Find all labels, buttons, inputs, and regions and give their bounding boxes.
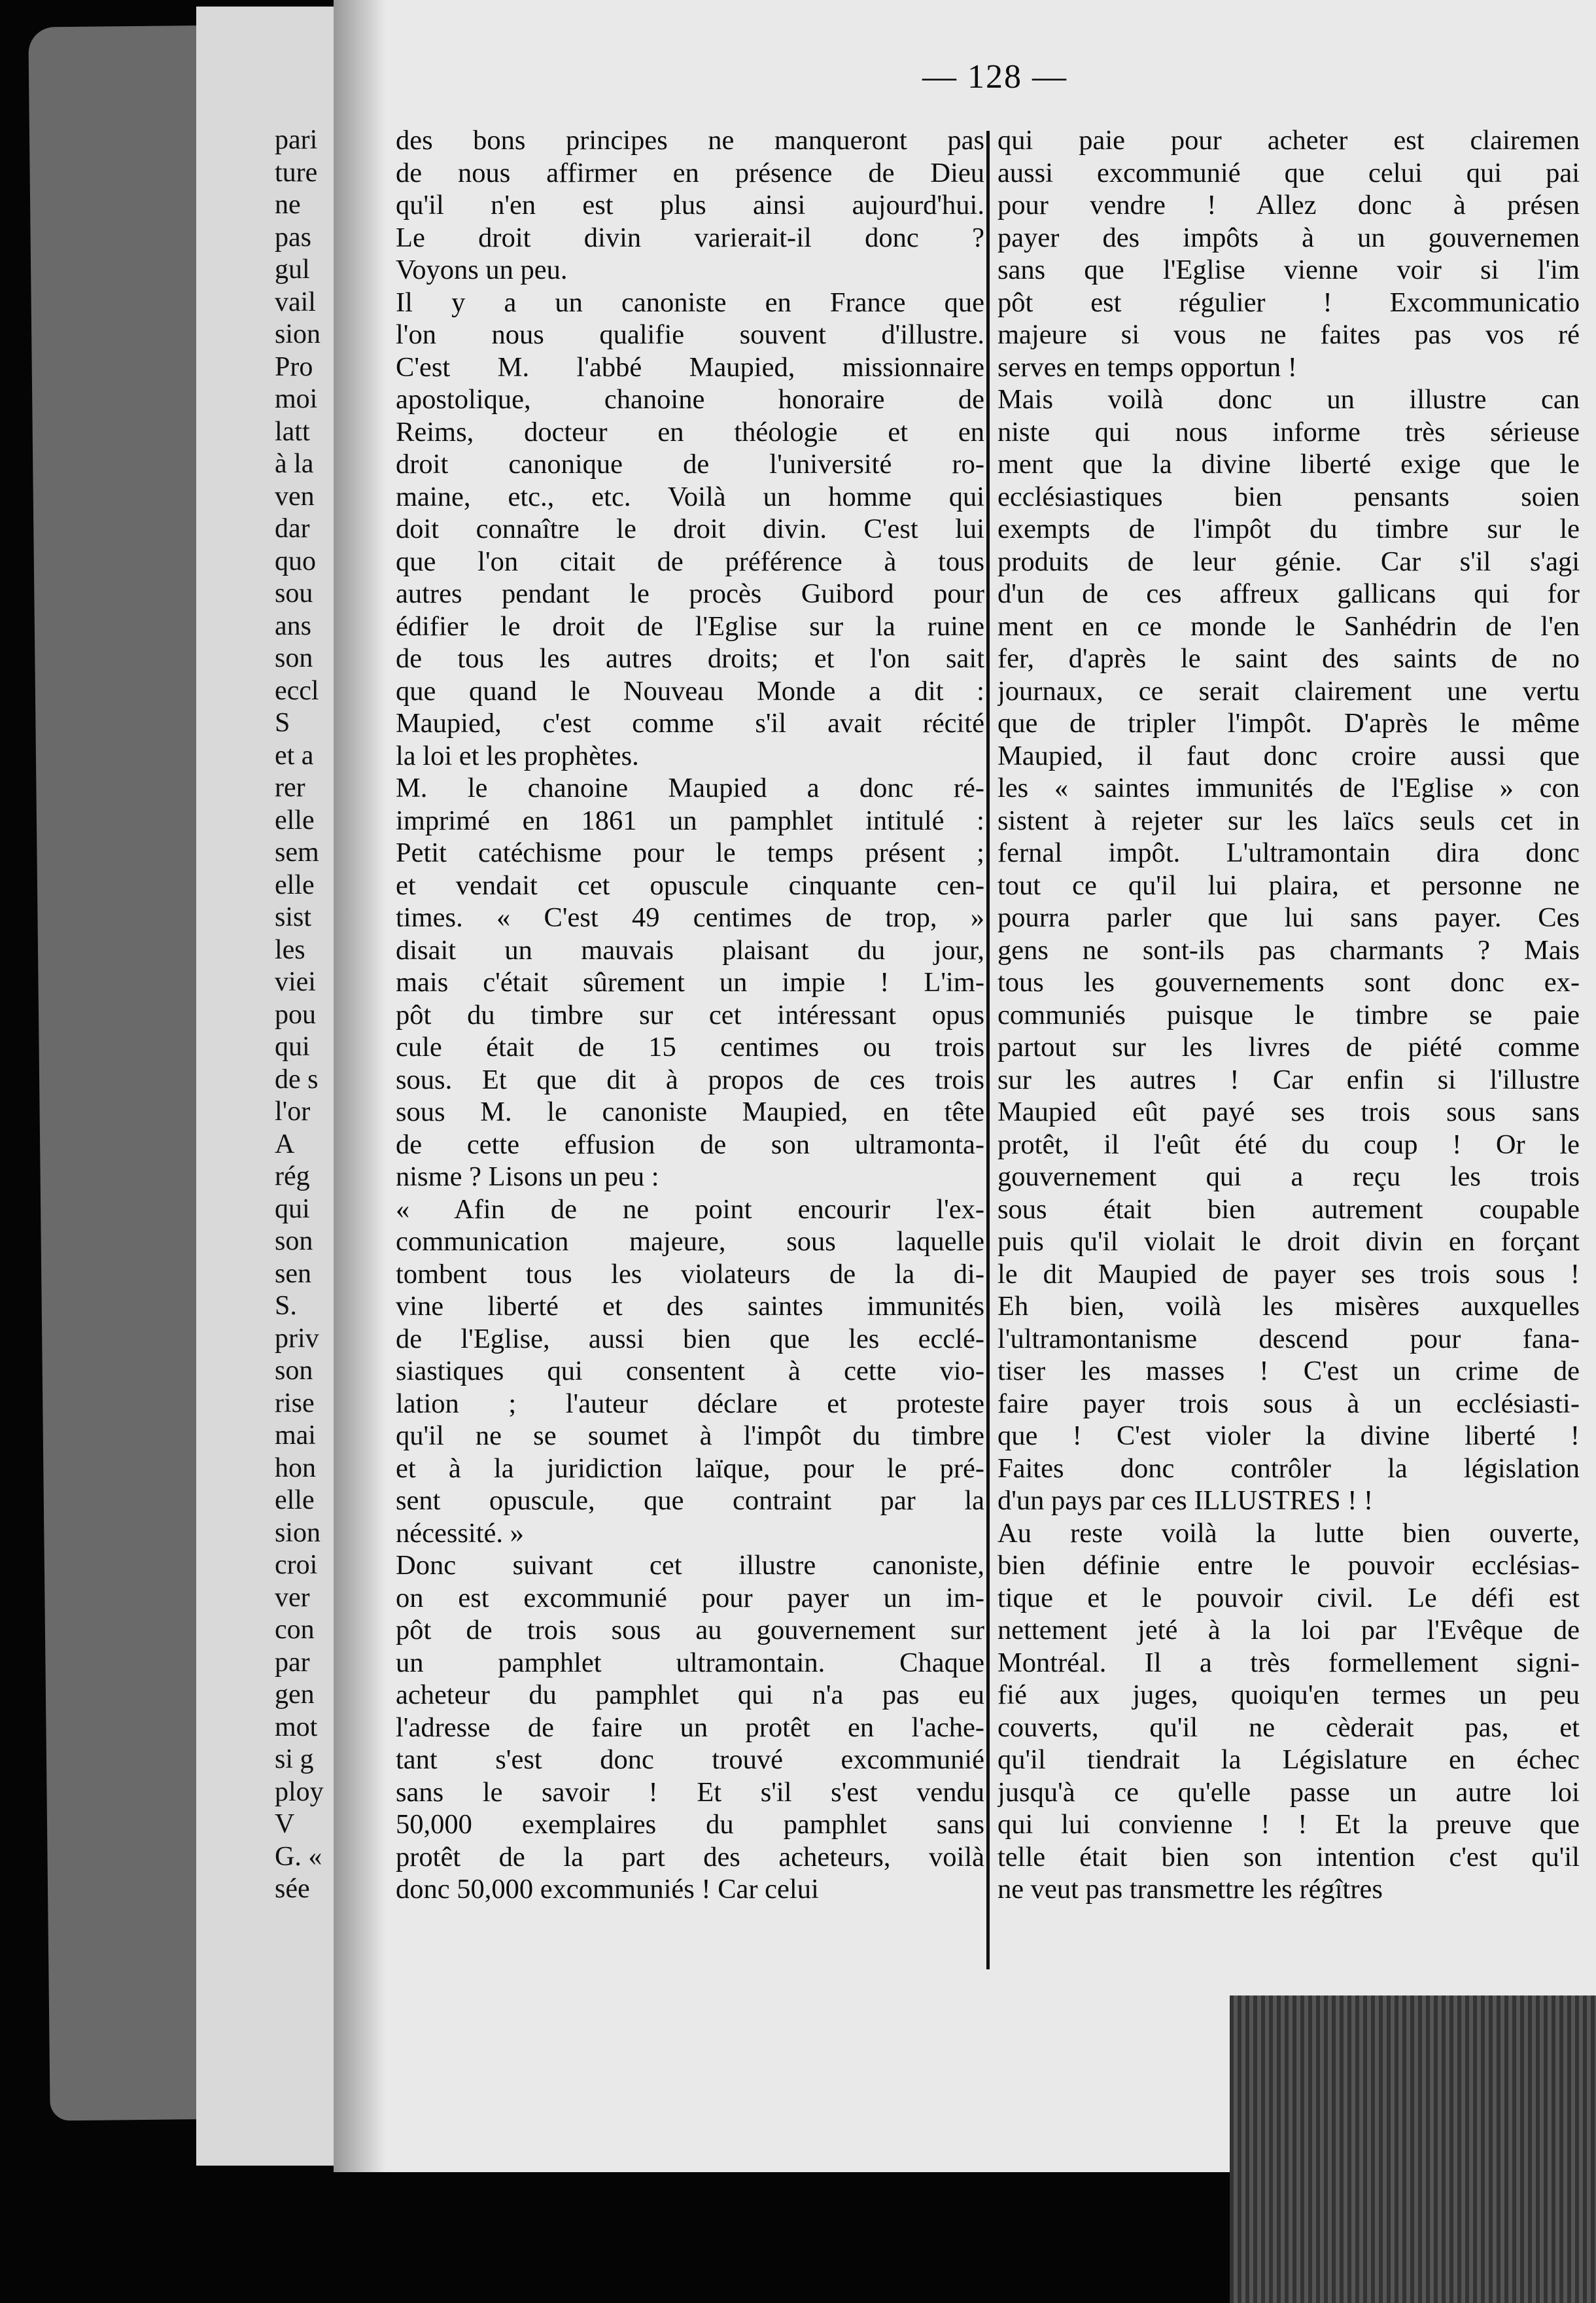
page-number: — 128 — xyxy=(922,58,1067,96)
text-line: partout sur les livres de piété comme xyxy=(998,1032,1580,1063)
column-divider xyxy=(986,131,990,1969)
text-line: communication majeure, sous laquelle xyxy=(396,1226,984,1257)
text-line: de l'Eglise, aussi bien que les ecclé- xyxy=(396,1323,984,1354)
text-line: autres pendant le procès Guibord pour xyxy=(396,578,984,609)
text-line: aussi excommunié que celui qui pai xyxy=(998,157,1580,188)
text-line: lation ; l'auteur déclare et proteste xyxy=(396,1388,984,1419)
text-line: serves en temps opportun ! xyxy=(998,351,1297,383)
right-text-column xyxy=(998,124,1580,1906)
previous-page-fragment: sion xyxy=(275,319,321,349)
previous-page-fragment: son xyxy=(275,1226,313,1256)
previous-page-fragment: latt xyxy=(275,416,310,447)
previous-page-fragment: Pro xyxy=(275,351,313,382)
text-line: tiser les masses ! C'est un crime de xyxy=(998,1356,1580,1386)
text-line: « Afin de ne point encourir l'ex- xyxy=(396,1193,984,1225)
left-text-column xyxy=(396,124,984,1906)
previous-page-fragment: A xyxy=(275,1129,295,1159)
text-line: Au reste voilà la lutte bien ouverte, xyxy=(998,1517,1580,1549)
text-line: d'un de ces affreux gallicans qui for xyxy=(998,578,1580,609)
text-line: jusqu'à ce qu'elle passe un autre loi xyxy=(998,1776,1580,1808)
text-line: Mais voilà donc un illustre can xyxy=(998,384,1580,415)
previous-page-fragment: elle xyxy=(275,805,315,835)
previous-page-fragment: et a xyxy=(275,740,314,771)
text-line: bien définie entre le pouvoir ecclésias- xyxy=(998,1550,1580,1581)
text-line: telle était bien son intention c'est qu'il xyxy=(998,1841,1580,1872)
fabric-backdrop xyxy=(1230,1995,1596,2303)
previous-page-fragment: ne xyxy=(275,190,301,220)
previous-page-fragment: rise xyxy=(275,1388,315,1418)
previous-page-fragment: ploy xyxy=(275,1776,324,1807)
text-line: protêt, il l'eût été du coup ! Or le xyxy=(998,1129,1580,1160)
previous-page-fragment: son xyxy=(275,1356,313,1386)
text-line: Maupied eût payé ses trois sous sans xyxy=(998,1097,1580,1127)
text-line: donc 50,000 excommuniés ! Car celui xyxy=(396,1874,819,1905)
text-line: Petit catéchisme pour le temps présent ; xyxy=(396,837,984,868)
text-line: Il y a un canoniste en France que xyxy=(396,287,984,318)
text-line: la loi et les prophètes. xyxy=(396,740,639,771)
previous-page-fragment: G. « xyxy=(275,1841,322,1872)
text-line: sous était bien autrement coupable xyxy=(998,1193,1580,1225)
text-line: Maupied, c'est comme s'il avait récité xyxy=(396,708,984,739)
text-line: de cette effusion de son ultramonta- xyxy=(396,1129,984,1160)
text-line: que l'on citait de préférence à tous xyxy=(396,546,984,577)
previous-page-fragment: pou xyxy=(275,999,316,1030)
text-line: pôt est régulier ! Excommunicatio xyxy=(998,287,1580,318)
text-line: imprimé en 1861 un pamphlet intitulé : xyxy=(396,805,984,836)
text-line: on est excommunié pour payer un im- xyxy=(396,1582,984,1613)
text-line: fié aux juges, quoiqu'en termes un peu xyxy=(998,1679,1580,1710)
previous-page-fragment: gul xyxy=(275,255,310,285)
text-line: faire payer trois sous à un ecclésiasti- xyxy=(998,1388,1580,1419)
text-line: Montréal. Il a très formellement signi- xyxy=(998,1647,1580,1678)
text-line: Donc suivant cet illustre canoniste, xyxy=(396,1550,984,1581)
text-line: sans le savoir ! Et s'il s'est vendu xyxy=(396,1776,984,1808)
text-line: qu'il tiendrait la Législature en échec xyxy=(998,1744,1580,1775)
text-line: sistent à rejeter sur les laïcs seuls cet in xyxy=(998,805,1580,836)
previous-page-fragment: pari xyxy=(275,125,318,155)
text-line: cule était de 15 centimes ou trois xyxy=(396,1032,984,1063)
previous-page-fragment: priv xyxy=(275,1323,319,1354)
text-line: tombent tous les violateurs de la di- xyxy=(396,1258,984,1290)
text-line: tant s'est donc trouvé excommunié xyxy=(396,1744,984,1775)
text-line: vine liberté et des saintes immunités xyxy=(396,1291,984,1322)
previous-page-fragment: les xyxy=(275,934,305,965)
text-line: Le droit divin varierait-il donc ? xyxy=(396,222,984,253)
previous-page-fragment: son xyxy=(275,643,313,673)
text-line: qu'il ne se soumet à l'impôt du timbre xyxy=(396,1420,984,1451)
text-line: Eh bien, voilà les misères auxquelles xyxy=(998,1291,1580,1322)
text-line: que quand le Nouveau Monde a dit : xyxy=(396,675,984,707)
previous-page-fragment: qui xyxy=(275,1032,310,1062)
previous-page-fragment: sion xyxy=(275,1517,321,1548)
previous-page-fragment: sen xyxy=(275,1258,311,1289)
text-line: tout ce qu'il lui plaira, et personne ne xyxy=(998,870,1580,901)
text-line: sous. Et que dit à propos de ces trois xyxy=(396,1064,984,1095)
text-line: pourra parler que lui sans payer. Ces xyxy=(998,902,1580,933)
text-line: ment que la divine liberté exige que le xyxy=(998,449,1580,480)
previous-page-fragment: sou xyxy=(275,578,313,608)
previous-page-fragment: hon xyxy=(275,1452,316,1483)
text-line: droit canonique de l'université ro- xyxy=(396,449,984,480)
text-line: qu'il n'en est plus ainsi aujourd'hui. xyxy=(396,190,984,220)
previous-page-fragment: elle xyxy=(275,1485,315,1515)
previous-page-fragment: sist xyxy=(275,902,312,932)
text-line: majeure si vous ne faites pas vos ré xyxy=(998,319,1580,350)
text-line: journaux, ce serait clairement une vertu xyxy=(998,675,1580,707)
text-line: et à la juridiction laïque, pour le pré- xyxy=(396,1452,984,1484)
text-line: puis qu'il violait le droit divin en forçant xyxy=(998,1226,1580,1257)
text-line: acheteur du pamphlet qui n'a pas eu xyxy=(396,1679,984,1710)
text-line: ecclésiastiques bien pensants soien xyxy=(998,481,1580,512)
text-line: fer, d'après le saint des saints de no xyxy=(998,643,1580,674)
text-line: apostolique, chanoine honoraire de xyxy=(396,384,984,415)
text-line: nisme ? Lisons un peu : xyxy=(396,1161,659,1192)
previous-page-fragment: con xyxy=(275,1615,315,1645)
text-line: pôt du timbre sur cet intéressant opus xyxy=(396,999,984,1030)
text-line: pour vendre ! Allez donc à présen xyxy=(998,190,1580,220)
text-line: un pamphlet ultramontain. Chaque xyxy=(396,1647,984,1678)
previous-page-fragment: viei xyxy=(275,967,316,997)
text-line: communiés puisque le timbre se paie xyxy=(998,999,1580,1030)
previous-page-fragment: ver xyxy=(275,1582,310,1613)
previous-page-fragment: S. xyxy=(275,1291,297,1321)
text-line: Voyons un peu. xyxy=(396,255,568,285)
text-line: l'adresse de faire un protêt en l'ache- xyxy=(396,1712,984,1743)
previous-page-fragment: sée xyxy=(275,1874,310,1904)
previous-page-fragment: rer xyxy=(275,773,305,803)
previous-page-fragment: l'or xyxy=(275,1097,311,1127)
text-line: et vendait cet opuscule cinquante cen- xyxy=(396,870,984,901)
previous-page-fragment: pas xyxy=(275,222,311,253)
text-line: Maupied, il faut donc croire aussi que xyxy=(998,740,1580,771)
previous-page-fragment: moi xyxy=(275,384,318,414)
text-line: les « saintes immunités de l'Eglise » con xyxy=(998,773,1580,803)
text-line: sans que l'Eglise vienne voir si l'im xyxy=(998,255,1580,285)
text-line: produits de leur génie. Car s'il s'agi xyxy=(998,546,1580,577)
text-line: fernal impôt. L'ultramontain dira donc xyxy=(998,837,1580,868)
text-line: le dit Maupied de payer ses trois sous ! xyxy=(998,1258,1580,1290)
text-line: ne veut pas transmettre les régîtres xyxy=(998,1874,1383,1905)
previous-page-fragment: V xyxy=(275,1809,295,1839)
previous-page-fragment: par xyxy=(275,1647,310,1678)
text-line: de tous les autres droits; et l'on sait xyxy=(396,643,984,674)
previous-page-fragment: croi xyxy=(275,1550,318,1580)
text-line: sent opuscule, que contraint par la xyxy=(396,1485,984,1516)
text-line: des bons principes ne manqueront pas xyxy=(396,125,984,156)
text-line: ment en ce monde le Sanhédrin de l'en xyxy=(998,610,1580,642)
text-line: Faites donc contrôler la législation xyxy=(998,1452,1580,1484)
text-line: sous M. le canoniste Maupied, en tête xyxy=(396,1097,984,1127)
previous-page-fragment: qui xyxy=(275,1193,310,1224)
text-line: pôt de trois sous au gouvernement sur xyxy=(396,1615,984,1645)
text-line: sur les autres ! Car enfin si l'illustre xyxy=(998,1064,1580,1095)
text-line: times. « C'est 49 centimes de trop, » xyxy=(396,902,984,933)
text-line: gens ne sont-ils pas charmants ? Mais xyxy=(998,934,1580,966)
previous-page-fragment: elle xyxy=(275,870,315,900)
previous-page-fragment: ture xyxy=(275,157,318,188)
text-line: tique et le pouvoir civil. Le défi est xyxy=(998,1582,1580,1613)
text-line: disait un mauvais plaisant du jour, xyxy=(396,934,984,966)
previous-page-fragment: rég xyxy=(275,1161,310,1191)
previous-page-fragment: sem xyxy=(275,837,319,868)
previous-page-fragment: vail xyxy=(275,287,316,317)
text-line: maine, etc., etc. Voilà un homme qui xyxy=(396,481,984,512)
text-line: de nous affirmer en présence de Dieu xyxy=(396,157,984,188)
text-line: qui paie pour acheter est clairemen xyxy=(998,125,1580,156)
text-line: doit connaître le droit divin. C'est lui xyxy=(396,514,984,544)
text-line: édifier le droit de l'Eglise sur la ruine xyxy=(396,610,984,642)
previous-page-fragment: de s xyxy=(275,1064,319,1095)
text-line: couverts, qu'il ne cèderait pas, et xyxy=(998,1712,1580,1743)
text-line: Reims, docteur en théologie et en xyxy=(396,416,984,448)
previous-page-fragment: à la xyxy=(275,449,314,479)
previous-page-fragment: quo xyxy=(275,546,316,576)
text-line: niste qui nous informe très sérieuse xyxy=(998,416,1580,448)
text-line: tous les gouvernements sont donc ex- xyxy=(998,967,1580,998)
text-line: 50,000 exemplaires du pamphlet sans xyxy=(396,1809,984,1840)
previous-page-fragment: S xyxy=(275,708,290,738)
text-line: siastiques qui consentent à cette vio- xyxy=(396,1356,984,1386)
text-line: M. le chanoine Maupied a donc ré- xyxy=(396,773,984,803)
text-line: nettement jeté à la loi par l'Evêque de xyxy=(998,1615,1580,1645)
text-line: gouvernement qui a reçu les trois xyxy=(998,1161,1580,1192)
text-line: que ! C'est violer la divine liberté ! xyxy=(998,1420,1580,1451)
previous-page-fragment: eccl xyxy=(275,675,319,706)
text-line: protêt de la part des acheteurs, voilà xyxy=(396,1841,984,1872)
previous-page-fragment: gen xyxy=(275,1679,315,1710)
text-line: payer des impôts à un gouvernemen xyxy=(998,222,1580,253)
text-line: exempts de l'impôt du timbre sur le xyxy=(998,514,1580,544)
text-line: C'est M. l'abbé Maupied, missionnaire xyxy=(396,351,984,383)
text-line: mais c'était sûrement un impie ! L'im- xyxy=(396,967,984,998)
text-line: l'ultramontanisme descend pour fana- xyxy=(998,1323,1580,1354)
text-line: l'on nous qualifie souvent d'illustre. xyxy=(396,319,984,350)
text-line: nécessité. » xyxy=(396,1517,524,1549)
previous-page-fragment: dar xyxy=(275,514,310,544)
previous-page-fragment: mai xyxy=(275,1420,316,1450)
previous-page-text xyxy=(275,124,334,1906)
previous-page-fragment: si g xyxy=(275,1744,314,1774)
previous-page-fragment: ans xyxy=(275,610,311,641)
previous-page-fragment: mot xyxy=(275,1712,318,1742)
previous-page-fragment: ven xyxy=(275,481,315,512)
text-line: d'un pays par ces ILLUSTRES ! ! xyxy=(998,1485,1374,1516)
text-line: qui lui convienne ! ! Et la preuve que xyxy=(998,1809,1580,1840)
text-line: que de tripler l'impôt. D'après le même xyxy=(998,708,1580,739)
gutter-shadow xyxy=(334,0,386,2172)
